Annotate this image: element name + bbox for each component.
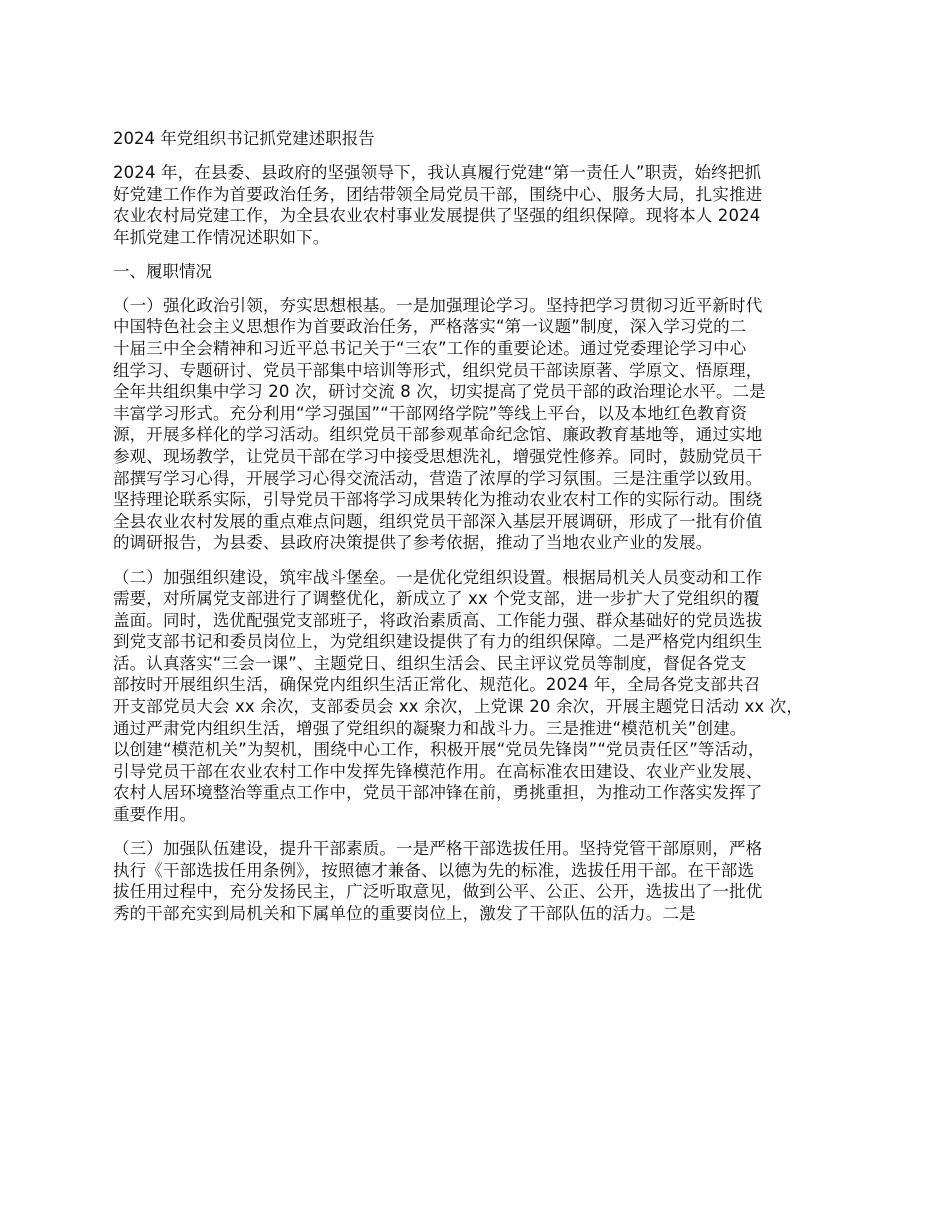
text-line: 部撰写学习心得，开展学习心得交流活动，营造了浓厚的学习氛围。三是注重学以致用。 bbox=[113, 468, 763, 488]
text-line: 执行《干部选拔任用条例》，按照德才兼备、以德为先的标准，选拔任用干部。在干部选 bbox=[113, 860, 755, 880]
text-line: 全年共组织集中学习 20 次，研讨交流 8 次，切实提高了党员干部的政治理论水平。二是 bbox=[113, 382, 766, 402]
text-line: 2024 年，在县委、县政府的坚强领导下，我认真履行党建“第一责任人”职责，始终把抓 bbox=[113, 163, 762, 182]
text-line: 以创建“模范机关”为契机，围绕中心工作，积极开展“党员先锋岗”“党员责任区”等活动， bbox=[113, 740, 765, 760]
text-line: 源，开展多样化的学习活动。组织党员干部参观革命纪念馆、廉政教育基地等，通过实地 bbox=[113, 425, 763, 445]
text-line: 到党支部书记和委员岗位上，为党组织建设提供了有力的组织保障。二是严格党内组织生 bbox=[113, 632, 763, 652]
text-line: 需要，对所属党支部进行了调整优化，新成立了 xx 个党支部，进一步扩大了党组织的覆 bbox=[113, 589, 760, 609]
text-line: 盖面。同时，选优配强党支部班子，将政治素质高、工作能力强、群众基础好的党员选拔 bbox=[113, 610, 763, 630]
section-3-paragraph bbox=[113, 838, 843, 924]
document-title: 2024 年党组织书记抓党建述职报告 bbox=[113, 129, 375, 148]
text-line: （三）加强队伍建设，提升干部素质。一是严格干部选拔任用。坚持党管干部原则，严格 bbox=[113, 839, 763, 859]
text-line: 好党建工作作为首要政治任务，团结带领全局党员干部，围绕中心、服务大局，扎实推进 bbox=[113, 184, 763, 204]
text-line: 活。认真落实“三会一课”、主题党日、组织生活会、民主评议党员等制度，督促各党支 bbox=[113, 653, 747, 673]
text-line: 参观、现场教学，让党员干部在学习中接受思想洗礼，增强党性修养。同时，鼓励党员干 bbox=[113, 447, 763, 467]
text-line: 年抓党建工作情况述职如下。 bbox=[113, 227, 330, 247]
text-line: 重要作用。 bbox=[113, 805, 197, 825]
text-line: 通过严肃党内组织生活，增强了党组织的凝聚力和战斗力。三是推进“模范机关”创建。 bbox=[113, 718, 747, 738]
section-heading: 一、履职情况 bbox=[113, 261, 212, 281]
section-1-paragraph bbox=[113, 295, 843, 554]
text-line: 全县农业农村发展的重点难点问题，组织党员干部深入基层开展调研，形成了一批有价值 bbox=[113, 511, 763, 531]
intro-paragraph bbox=[113, 162, 843, 248]
text-line: 引导党员干部在农业农村工作中发挥先锋模范作用。在高标准农田建设、农业产业发展、 bbox=[113, 761, 763, 781]
text-line: 开支部党员大会 xx 余次，支部委员会 xx 余次，上党课 20 余次，开展主题党日活动 xx 次， bbox=[113, 697, 804, 717]
text-line: 十届三中全会精神和习近平总书记关于“三农”工作的重要论述。通过党委理论学习中心 bbox=[113, 339, 747, 359]
text-line: 的调研报告，为县委、县政府决策提供了参考依据，推动了当地农业产业的发展。 bbox=[113, 533, 713, 553]
section-2-paragraph bbox=[113, 567, 843, 826]
text-line: 中国特色社会主义思想作为首要政治任务，严格落实“第一议题”制度，深入学习党的二 bbox=[113, 317, 747, 337]
document-page bbox=[113, 128, 843, 937]
text-line: 农村人居环境整治等重点工作中，党员干部冲锋在前，勇挑重担，为推动工作落实发挥了 bbox=[113, 783, 763, 803]
text-line: 秀的干部充实到局机关和下属单位的重要岗位上，激发了干部队伍的活力。二是 bbox=[113, 903, 696, 923]
text-line: 丰富学习形式。充分利用“学习强国”“干部网络学院”等线上平台，以及本地红色教育资 bbox=[113, 403, 748, 423]
text-line: 农业农村局党建工作，为全县农业农村事业发展提供了坚强的组织保障。现将本人 2024 bbox=[113, 206, 761, 226]
text-line: 组学习、专题研讨、党员干部集中培训等形式，组织党员干部读原著、学原文、悟原理， bbox=[113, 360, 763, 380]
text-line: 拔任用过程中，充分发扬民主，广泛听取意见，做到公平、公正、公开，选拔出了一批优 bbox=[113, 882, 763, 902]
text-line: 坚持理论联系实际，引导党员干部将学习成果转化为推动农业农村工作的实际行动。围绕 bbox=[113, 490, 763, 510]
text-line: （二）加强组织建设，筑牢战斗堡垒。一是优化党组织设置。根据局机关人员变动和工作 bbox=[113, 567, 763, 587]
text-line: （一）强化政治引领，夯实思想根基。一是加强理论学习。坚持把学习贯彻习近平新时代 bbox=[113, 295, 763, 315]
text-line: 部按时开展组织生活，确保党内组织生活正常化、规范化。2024 年，全局各党支部共召 bbox=[113, 675, 761, 695]
